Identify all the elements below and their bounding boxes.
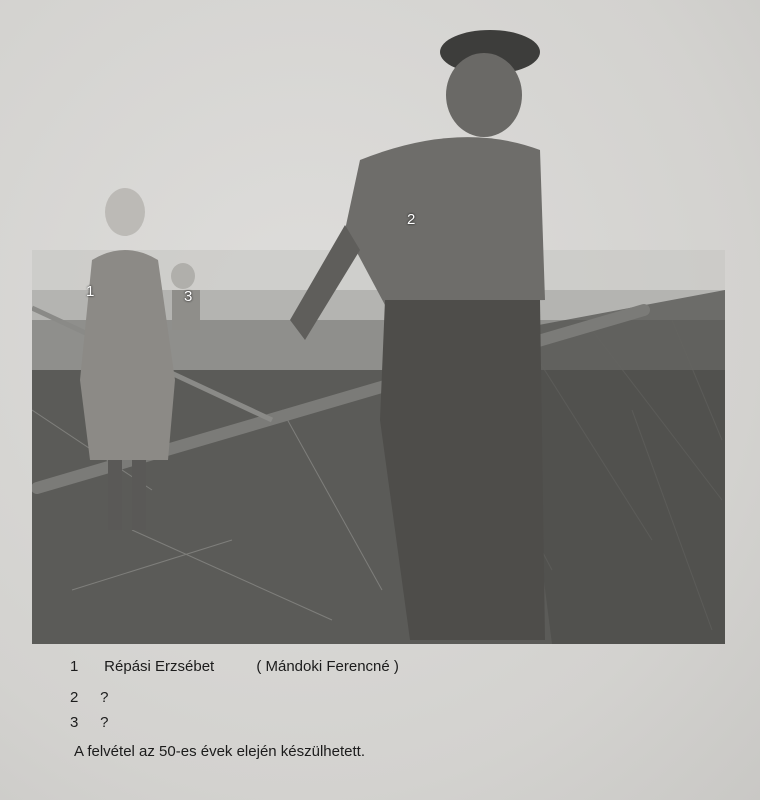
caption-name-2: ? bbox=[100, 689, 109, 706]
caption-line-2 bbox=[70, 689, 109, 706]
caption-number-3: 3 bbox=[70, 714, 79, 731]
caption-note: A felvétel az 50-es évek elején készülhetett. bbox=[74, 743, 366, 760]
caption-married-name-1: ( Mándoki Ferencné ) bbox=[256, 658, 399, 675]
photo-label-3: 3 bbox=[184, 288, 193, 305]
caption-number-2: 2 bbox=[70, 689, 79, 706]
photo-label-1: 1 bbox=[86, 283, 95, 300]
caption-number-1: 1 bbox=[70, 658, 79, 675]
photo-label-2: 2 bbox=[407, 211, 416, 228]
caption-line-1 bbox=[70, 658, 399, 675]
caption-line-3 bbox=[70, 714, 109, 731]
caption-name-3: ? bbox=[100, 714, 109, 731]
caption-name-1: Répási Erzsébet bbox=[104, 658, 215, 675]
